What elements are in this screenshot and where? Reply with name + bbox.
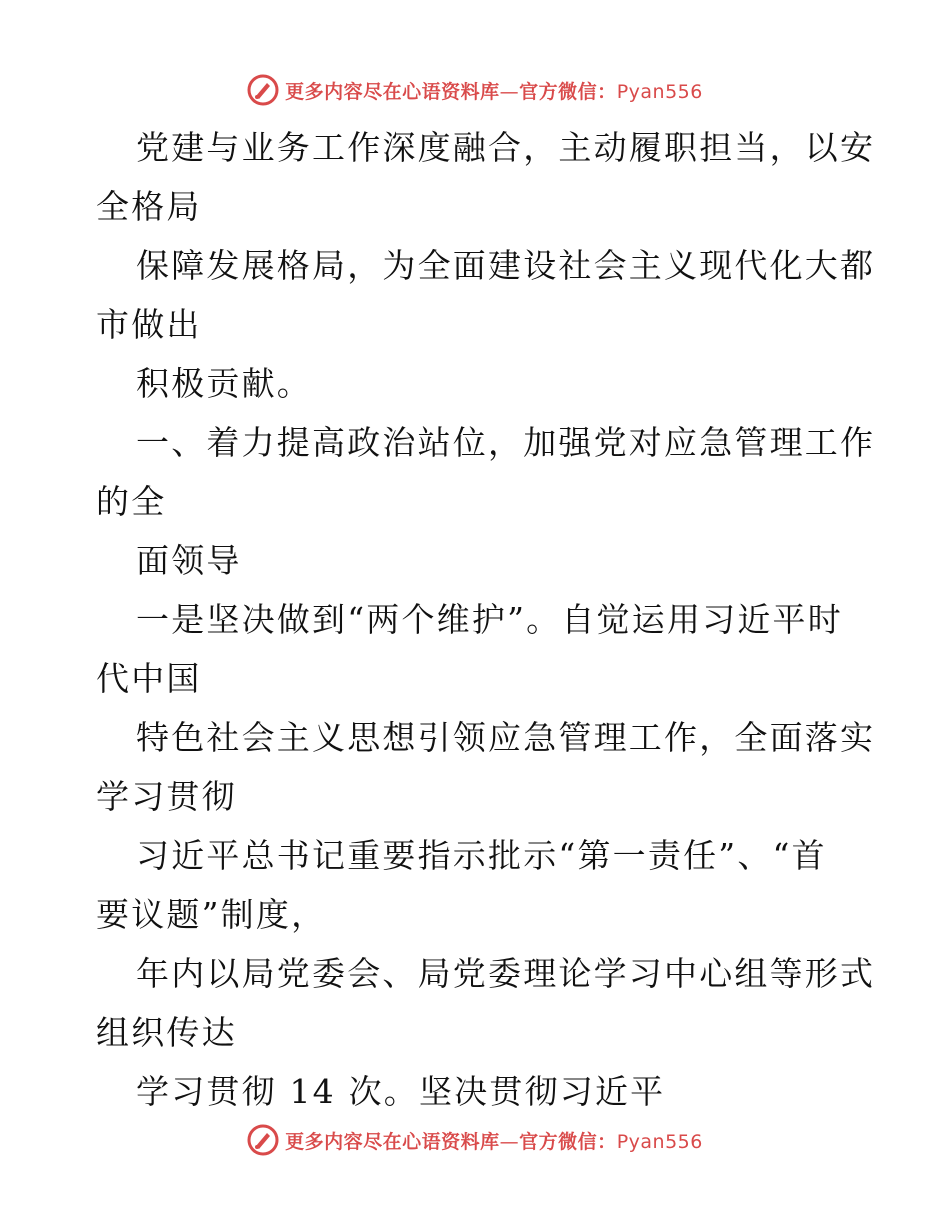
footer-dash: — xyxy=(499,1130,520,1153)
footer-wechat-id: Pyan556 xyxy=(616,1130,703,1153)
section-heading-line: 一、着力提高政治站位，加强党对应急管理工作 xyxy=(136,423,876,462)
paragraph-line: 习近平总书记重要指示批示“第一责任”、“首 xyxy=(136,836,827,875)
paragraph-line: 一是坚决做到“两个维护”。自觉运用习近平时 xyxy=(136,600,843,639)
header-banner xyxy=(0,72,950,108)
header-dash: — xyxy=(499,80,520,103)
section-heading-line: 面领导 xyxy=(136,541,242,580)
paragraph-line: 全格局 xyxy=(96,187,202,226)
footer-site-text: 更多内容尽在心语资料库 xyxy=(285,1130,500,1153)
paragraph-line: 学习贯彻 14 次。坚决贯彻习近平 xyxy=(136,1072,666,1111)
paragraph-line: 特色社会主义思想引领应急管理工作，全面落实 xyxy=(136,718,876,757)
paragraph-line: 保障发展格局，为全面建设社会主义现代化大都 xyxy=(136,246,876,285)
paragraph-line: 要议题”制度， xyxy=(96,895,327,934)
paragraph-line: 组织传达 xyxy=(96,1013,237,1052)
header-wechat-label: 官方微信： xyxy=(519,80,617,103)
footer-banner xyxy=(0,1122,950,1158)
document-body xyxy=(96,118,876,1121)
brand-logo-icon xyxy=(247,74,279,106)
footer-wechat-label: 官方微信： xyxy=(519,1130,617,1153)
paragraph-line: 市做出 xyxy=(96,305,202,344)
header-banner-text xyxy=(285,77,703,104)
paragraph-line: 积极贡献。 xyxy=(136,364,312,403)
section-heading-line: 的全 xyxy=(96,482,167,521)
paragraph-line: 党建与业务工作深度融合，主动履职担当，以安 xyxy=(136,128,876,167)
header-site-text: 更多内容尽在心语资料库 xyxy=(285,80,500,103)
brand-logo-icon xyxy=(247,1124,279,1156)
footer-banner-text xyxy=(285,1127,703,1154)
header-wechat-id: Pyan556 xyxy=(616,80,703,103)
paragraph-line: 学习贯彻 xyxy=(96,777,237,816)
paragraph-line: 年内以局党委会、局党委理论学习中心组等形式 xyxy=(136,954,876,993)
paragraph-line: 代中国 xyxy=(96,659,202,698)
